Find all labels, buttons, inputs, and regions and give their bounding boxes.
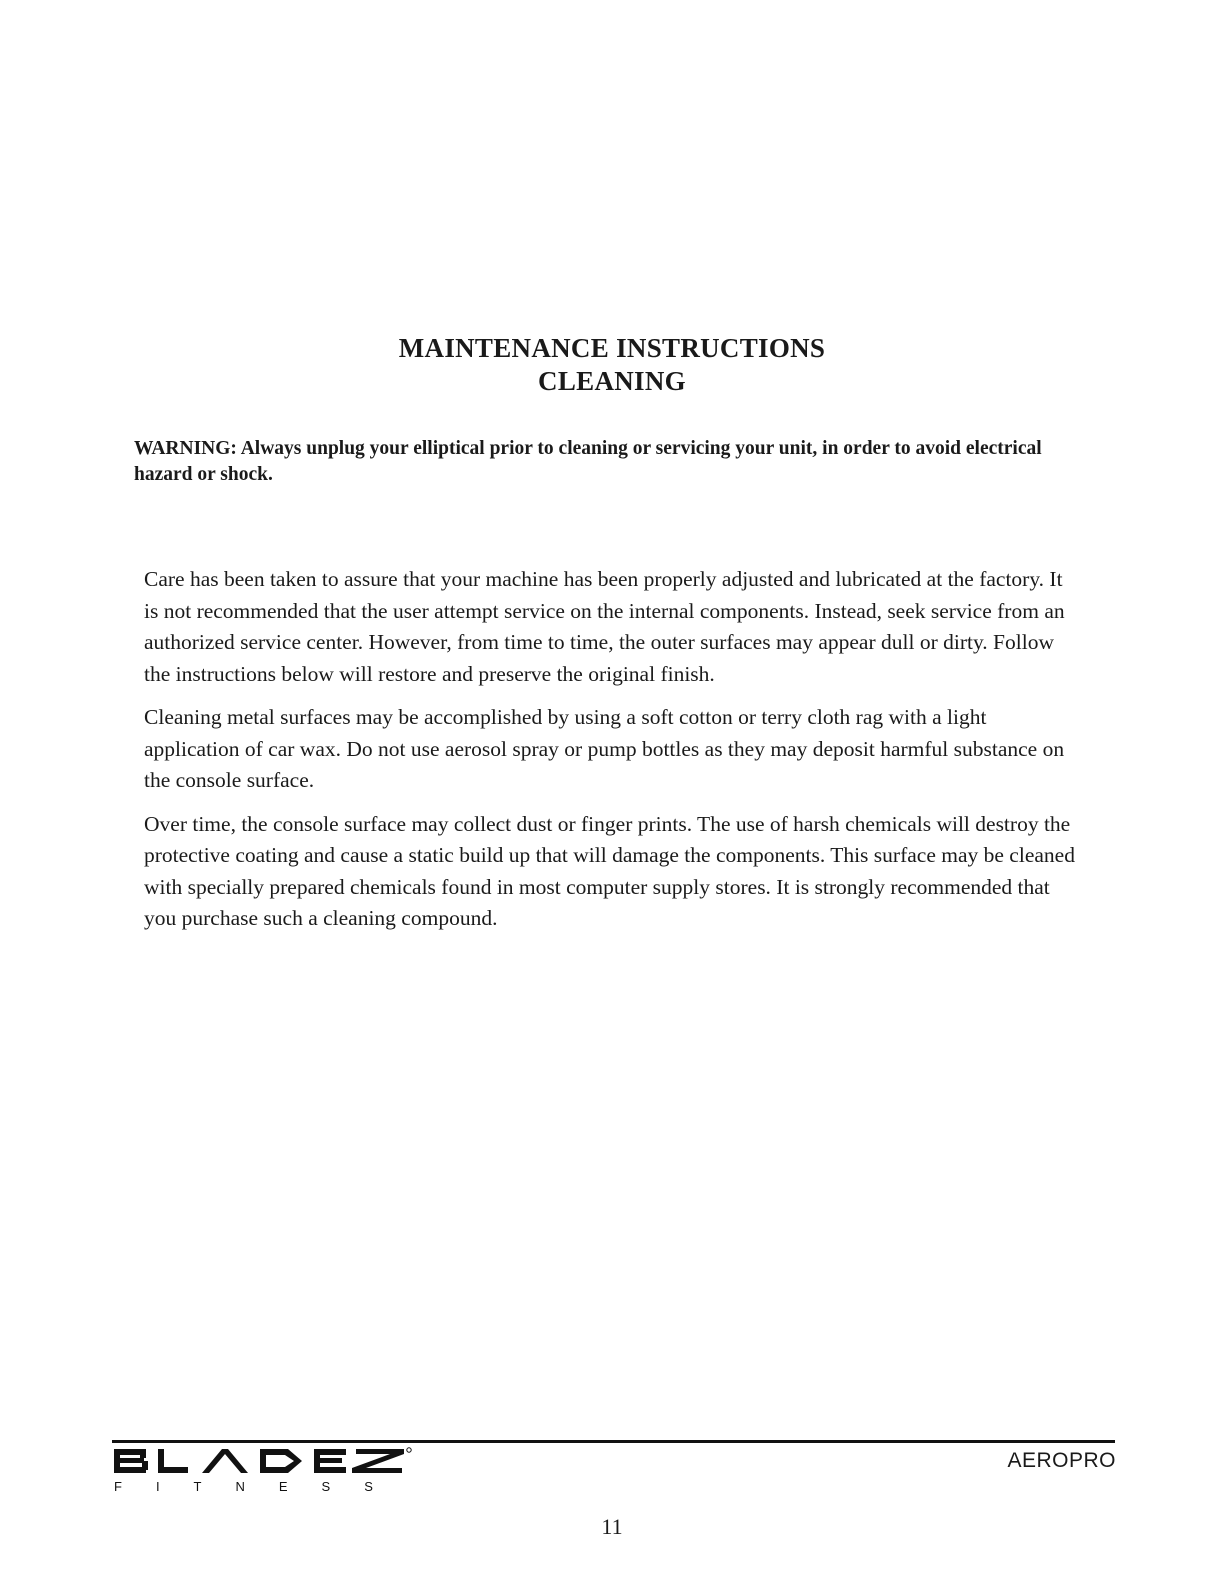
- section-title: CLEANING: [538, 366, 686, 396]
- footer-divider: [112, 1440, 1115, 1443]
- model-name: AEROPRO: [1007, 1449, 1116, 1472]
- warning-notice: WARNING: Always unplug your elliptical prior to cleaning or servicing your unit, in order to avoid electrical hazard or shock.: [134, 438, 1042, 485]
- page-number: 11: [601, 1514, 623, 1539]
- body-content: [144, 564, 1079, 947]
- paragraph-metal-surfaces: Cleaning metal surfaces may be accomplished by using a soft cotton or terry cloth rag with a light application of car wax. Do not use aerosol spray or pump bottles as they may deposit harmful substance on the console surface.: [144, 705, 1065, 792]
- paragraph-intro: Care has been taken to assure that your machine has been properly adjusted and lubricated at the factory. It is not recommended that the user attempt service on the internal components. Instead, seek service from an authorized service center. However, from time to time, the outer surfaces may appear dull or dirty. Follow the instructions below will restore and preserve the original finish.: [144, 567, 1065, 686]
- page-title-block: [0, 332, 1224, 398]
- bladez-fitness-logo: [112, 1446, 422, 1496]
- logo-subtitle-text: FITNESS: [114, 1479, 407, 1494]
- page-title: MAINTENANCE INSTRUCTIONS: [398, 333, 826, 363]
- paragraph-console-surface: Over time, the console surface may collect dust or finger prints. The use of harsh chemicals will destroy the protective coating and cause a static build up that will damage the components. This surface may be cleaned with specially prepared chemicals found in most computer supply stores. It is strongly recommended that you purchase such a cleaning compound.: [144, 811, 1075, 930]
